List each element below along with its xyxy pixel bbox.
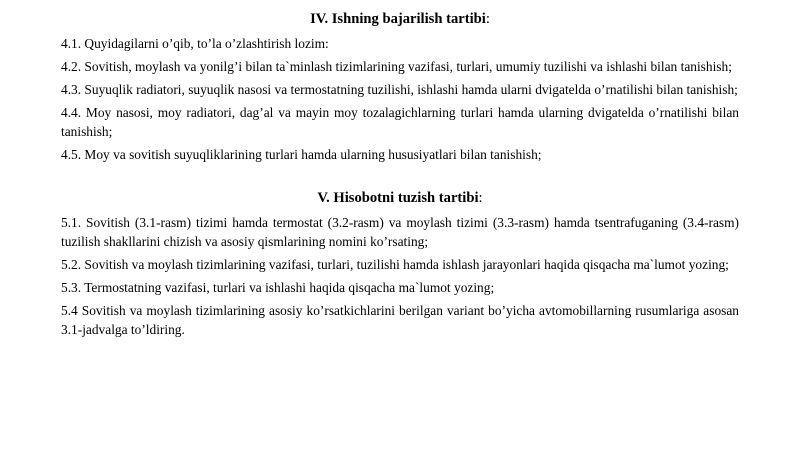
document-page xyxy=(61,8,739,339)
section-heading-report-procedure xyxy=(61,187,739,209)
paragraph-5-1: 5.1. Sovitish (3.1-rasm) tizimi hamda termostat (3.2-rasm) va moylash tizimi (3.3-rasm) hamda tsentrafuganing (3.4-rasm) tuzilish shakllarini chizish va asosiy qismlarining nomini ko’rsating; xyxy=(61,215,739,249)
heading-text: V. Hisobotni tuzish tartibi xyxy=(317,190,479,206)
section-spacer xyxy=(61,164,739,187)
heading-colon: : xyxy=(478,190,483,206)
section-heading-work-procedure xyxy=(61,8,739,30)
paragraph-5-3: 5.3. Termostatning vazifasi, turlari va ishlashi haqida qisqacha ma`lumot yozing; xyxy=(61,280,495,295)
paragraph-4-5: 4.5. Moy va sovitish suyuqliklarining turlari hamda ularning hususiyatlari bilan tanishish; xyxy=(61,147,542,162)
paragraph-4-2: 4.2. Sovitish, moylash va yonilg’i bilan ta`minlash tizimlarining vazifasi, turlari, umumiy tuzilishi va ishlashi bilan tanishish; xyxy=(61,59,732,74)
paragraph-4-3: 4.3. Suyuqlik radiatori, suyuqlik nasosi va termostatning tuzilishi, ishlashi hamda ularni dvigatelda o’rnatilishi bilan tanishish; xyxy=(61,82,738,97)
paragraph-5-4: 5.4 Sovitish va moylash tizimlarining asosiy ko’rsatkichlarini berilgan variant bo’yicha avtomobillarning rusumlariga asosan 3.1-jadvalga to’ldiring. xyxy=(61,303,739,337)
heading-colon: : xyxy=(485,11,490,27)
paragraph-4-1: 4.1. Quyidagilarni o’qib, to’la o’zlashtirish lozim: xyxy=(61,36,329,51)
paragraph-5-2: 5.2. Sovitish va moylash tizimlarining vazifasi, turlari, tuzilishi hamda ishlash jarayonlari haqida qisqacha ma`lumot yozing; xyxy=(61,257,729,272)
heading-text: IV. Ishning bajarilish tartibi xyxy=(310,11,486,27)
paragraph-4-4: 4.4. Moy nasosi, moy radiatori, dag’al va mayin moy tozalagichlarning turlari hamda ularning dvigatelda o’rnatilishi bilan tanishish; xyxy=(61,105,739,139)
